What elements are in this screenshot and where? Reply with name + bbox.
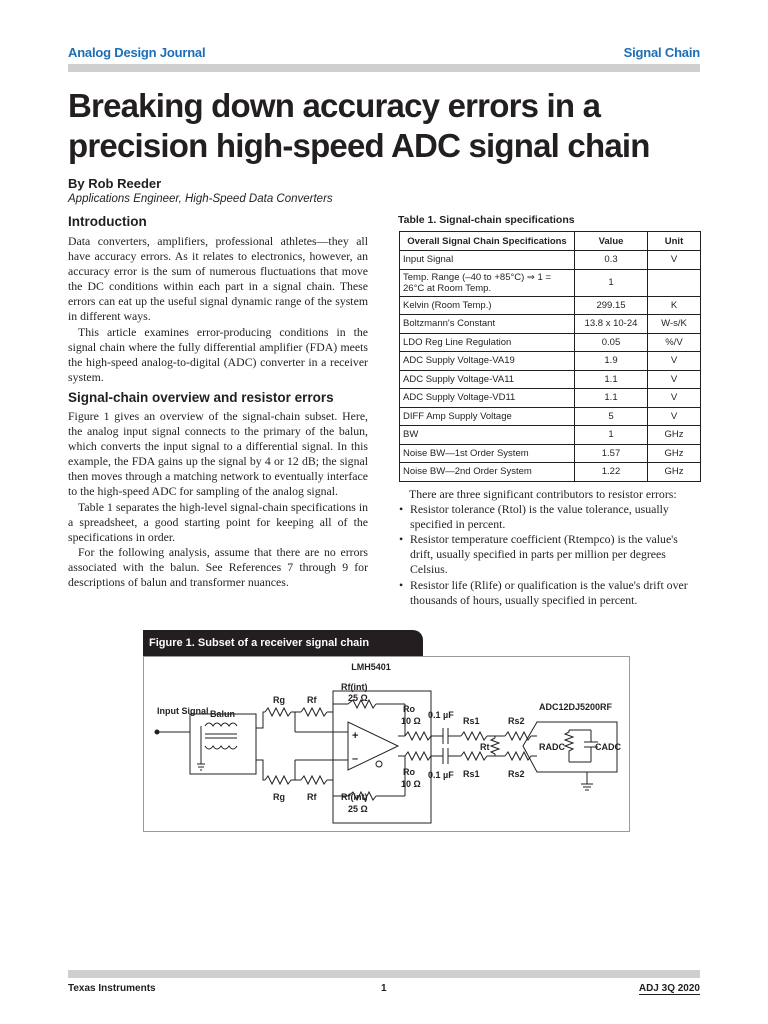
rg-top-resistor	[265, 708, 291, 716]
list-item: • Resistor temperature coefficient (Rtempco) is the value's drift, usually specified in parts per million per degrees Celsius.	[399, 532, 701, 577]
intro-paragraph-2: This article examines error-producing conditions in the signal chain where the fully differential amplifier (FDA) meets the high-speed analog-to-digital (ADC) converter in a receiver system.	[68, 324, 368, 384]
spec-value-cell: 5	[575, 407, 648, 426]
section-name: Signal Chain	[623, 45, 700, 60]
rg-top-label: Rg	[273, 695, 285, 705]
ro-bottom-value: 10 Ω	[401, 779, 421, 789]
author-byline: By Rob Reeder	[68, 176, 162, 191]
header-rule	[68, 64, 700, 72]
table-row	[400, 352, 701, 371]
article-title: Breaking down accuracy errors in a precision high-speed ADC signal chain	[68, 87, 650, 164]
table-caption: Table 1. Signal-chain specifications	[398, 214, 575, 226]
spec-unit-cell: V	[648, 389, 701, 408]
table-row	[400, 389, 701, 408]
overview-paragraph-3: For the following analysis, assume that there are no errors associated with the balun. See References 7 through 9 for descriptions of balun and transformer nuances.	[68, 544, 368, 590]
spec-value-cell: 0.3	[575, 251, 648, 270]
spec-value-cell: 0.05	[575, 333, 648, 352]
figure-caption: Figure 1. Subset of a receiver signal chain	[143, 630, 423, 656]
spec-name-cell: ADC Supply Voltage-VA19	[400, 352, 575, 371]
rs1-top-resistor	[461, 732, 487, 740]
fda-part-label: LMH5401	[351, 662, 391, 672]
spec-value-cell: 1	[575, 269, 648, 296]
spec-unit-cell: V	[648, 251, 701, 270]
spec-table	[399, 231, 701, 482]
rs1-bottom-label: Rs1	[463, 769, 480, 779]
ro-bottom-label: Ro	[403, 767, 415, 777]
spec-name-cell: LDO Reg Line Regulation	[400, 333, 575, 352]
table-row	[400, 444, 701, 463]
spec-unit-cell: V	[648, 370, 701, 389]
table-row	[400, 463, 701, 482]
overview-paragraph-1: Figure 1 gives an overview of the signal-chain subset. Here, the analog input signal connects to the primary of the balun, which converts the input signal to a differential signal. In this example, the FDA gains up the signal by 4 or 12 dB; the signal then moves through a matching network to eventually interface to the high-speed ADC for sampling of the analog signal.	[68, 409, 368, 499]
signal-chain-schematic	[143, 656, 630, 832]
input-terminal	[155, 730, 159, 734]
spec-name-cell: Noise BW—1st Order System	[400, 444, 575, 463]
spec-value-cell: 1.9	[575, 352, 648, 371]
radc-label: RADC	[539, 742, 565, 752]
spec-name-cell: ADC Supply Voltage-VA11	[400, 370, 575, 389]
fda-vocm-pin	[376, 761, 382, 767]
rt-resistor	[491, 738, 499, 754]
spec-name-cell: Noise BW—2nd Order System	[400, 463, 575, 482]
spec-value-cell: 1.1	[575, 389, 648, 408]
table-row	[400, 269, 701, 296]
table-row	[400, 407, 701, 426]
spec-name-cell: Input Signal	[400, 251, 575, 270]
fda-plus-sign: +	[352, 730, 359, 742]
spec-unit-cell: GHz	[648, 426, 701, 445]
input-signal-label: Input Signal	[157, 706, 209, 716]
overview-heading: Signal-chain overview and resistor errors	[68, 390, 334, 405]
column-header: Value	[575, 232, 648, 251]
spec-value-cell: 1.1	[575, 370, 648, 389]
column-header: Unit	[648, 232, 701, 251]
table-row	[400, 315, 701, 334]
table-row	[400, 296, 701, 315]
cadc-label: CADC	[595, 742, 621, 752]
table-row	[400, 426, 701, 445]
balun-label: Balun	[210, 709, 236, 719]
cap-top-label: 0.1 µF	[428, 710, 454, 720]
contributors-list	[399, 502, 701, 608]
radc-resistor	[565, 730, 573, 762]
overview-body	[68, 409, 368, 590]
spec-unit-cell: W-s/K	[648, 315, 701, 334]
spec-name-cell: BW	[400, 426, 575, 445]
spec-name-cell: Boltzmann's Constant	[400, 315, 575, 334]
rt-label: Rt	[480, 742, 490, 752]
introduction-body	[68, 234, 368, 385]
table-row	[400, 251, 701, 270]
spec-name-cell: DIFF Amp Supply Voltage	[400, 407, 575, 426]
spec-value-cell: 1	[575, 426, 648, 445]
list-item: • Resistor life (Rlife) or qualification is the value's drift over thousands of hours, usually specified in percent.	[399, 578, 701, 608]
rg-bottom-label: Rg	[273, 792, 285, 802]
fda-minus-sign: –	[352, 753, 359, 765]
journal-name: Analog Design Journal	[68, 45, 206, 60]
rs2-top-label: Rs2	[508, 716, 525, 726]
table-row	[400, 333, 701, 352]
footer-company: Texas Instruments	[68, 983, 156, 994]
balun-box	[190, 714, 256, 774]
rs1-top-label: Rs1	[463, 716, 480, 726]
introduction-heading: Introduction	[68, 214, 147, 229]
balun-secondary-coil	[205, 746, 237, 749]
spec-value-cell: 1.57	[575, 444, 648, 463]
ro-top-label: Ro	[403, 704, 415, 714]
spec-unit-cell: V	[648, 352, 701, 371]
rf-top-resistor	[301, 708, 327, 716]
column-header: Overall Signal Chain Specifications	[400, 232, 575, 251]
spec-value-cell: 299.15	[575, 296, 648, 315]
spec-unit-cell: GHz	[648, 463, 701, 482]
author-affiliation: Applications Engineer, High-Speed Data Converters	[68, 193, 333, 205]
rfint-bottom-label: Rf(int)	[341, 792, 368, 802]
spec-unit-cell: V	[648, 407, 701, 426]
footer-rule	[68, 970, 700, 978]
rfint-top-value: 25 Ω	[348, 693, 368, 703]
rf-top-label: Rf	[307, 695, 317, 705]
cap-bottom-label: 0.1 µF	[428, 770, 454, 780]
contributors-intro: There are three significant contributors to resistor errors:	[409, 487, 677, 501]
rs2-bottom-label: Rs2	[508, 769, 525, 779]
rf-bottom-label: Rf	[307, 792, 317, 802]
spec-name-cell: ADC Supply Voltage-VD11	[400, 389, 575, 408]
spec-unit-cell: K	[648, 296, 701, 315]
spec-unit-cell: %/V	[648, 333, 701, 352]
table-row	[400, 370, 701, 389]
ro-top-value: 10 Ω	[401, 716, 421, 726]
list-item: • Resistor tolerance (Rtol) is the value tolerance, usually specified in percent.	[399, 502, 701, 532]
rfint-bottom-value: 25 Ω	[348, 804, 368, 814]
table-header-row	[400, 232, 701, 251]
ro-bottom-resistor	[405, 752, 431, 760]
spec-name-cell: Temp. Range (–40 to +85°C) ⇒ 1 = 26°C at Room Temp.	[400, 269, 575, 296]
ro-top-resistor	[405, 732, 431, 740]
adc-part-label: ADC12DJ5200RF	[539, 702, 613, 712]
rg-bottom-resistor	[265, 776, 291, 784]
footer-page-number: 1	[381, 983, 387, 994]
balun-primary-coil	[205, 723, 237, 726]
resistor-errors-body	[399, 487, 701, 608]
spec-value-cell: 1.22	[575, 463, 648, 482]
overview-paragraph-2: Table 1 separates the high-level signal-chain specifications in a spreadsheet, a good starting point for keeping all of the specifications in order.	[68, 499, 368, 544]
rfint-top-label: Rf(int)	[341, 682, 368, 692]
spec-name-cell: Kelvin (Room Temp.)	[400, 296, 575, 315]
footer-issue: ADJ 3Q 2020	[638, 983, 700, 994]
rs1-bottom-resistor	[461, 752, 487, 760]
spec-unit-cell: GHz	[648, 444, 701, 463]
spec-value-cell: 13.8 x 10-24	[575, 315, 648, 334]
spec-unit-cell	[648, 269, 701, 296]
rf-bottom-resistor	[301, 776, 327, 784]
intro-paragraph-1: Data converters, amplifiers, professional athletes—they all have accuracy errors. As it relates to electronics, however, an accuracy error is the sum of numerous fluctuations that move the DC conditions within each part in a signal chain. These errors can eat up the useful signal dynamic range of the system in different ways.	[68, 234, 368, 324]
